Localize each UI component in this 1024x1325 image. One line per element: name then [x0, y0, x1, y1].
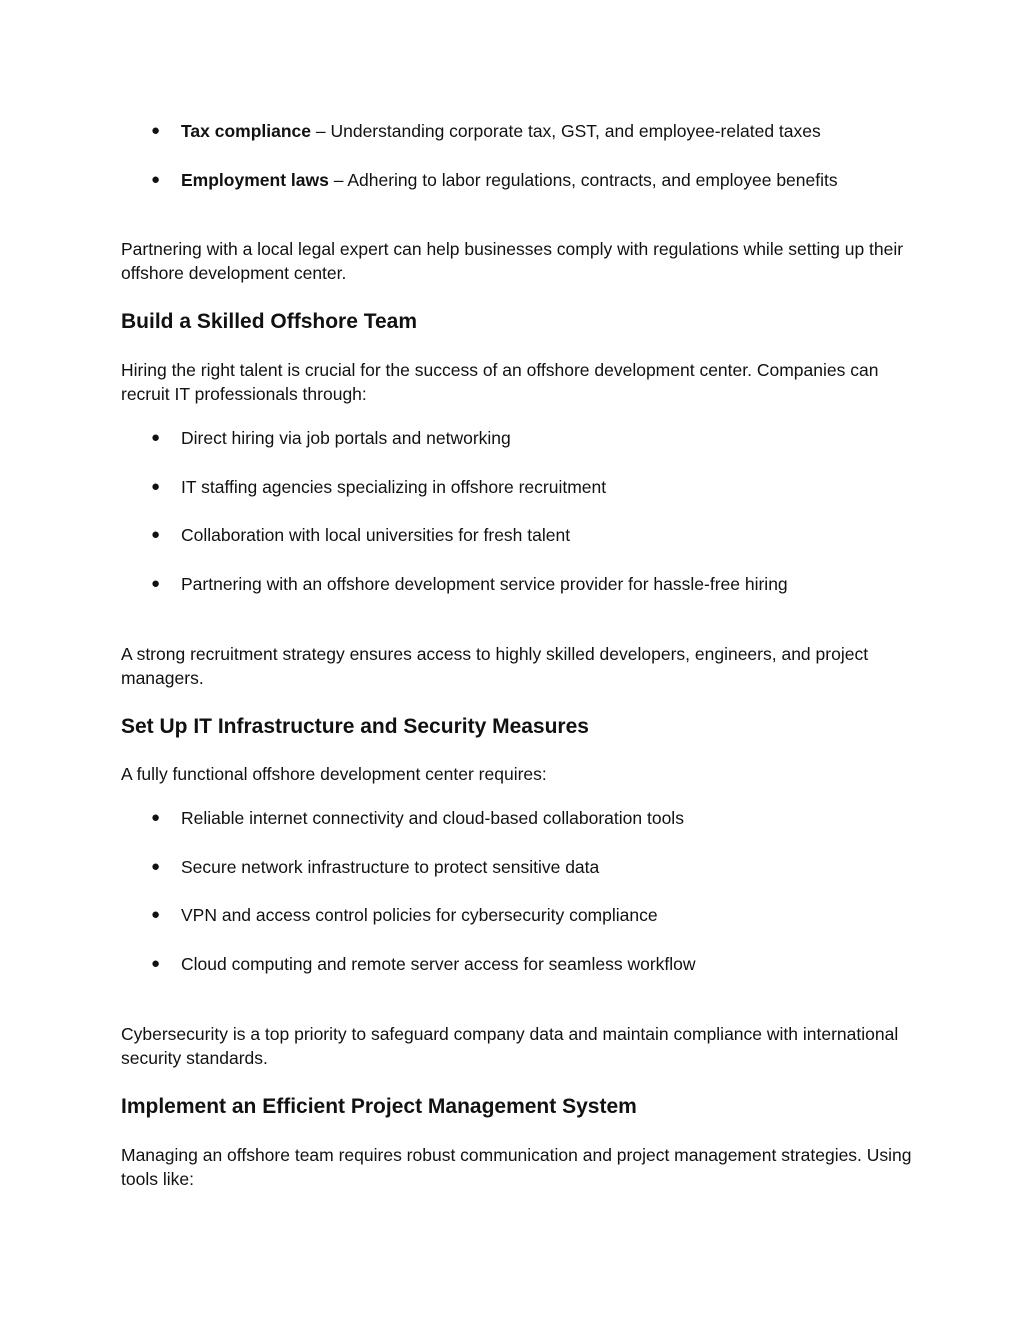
list-item-term: Tax compliance — [181, 121, 312, 141]
section-heading-team: Build a Skilled Offshore Team — [121, 310, 418, 333]
bullet-icon: ● — [151, 954, 161, 972]
bullet-icon: ● — [151, 857, 161, 875]
bullet-icon: ● — [151, 170, 161, 188]
list-item-text — [181, 168, 838, 192]
bullet-icon: ● — [151, 906, 161, 924]
bullet-icon: ● — [151, 574, 161, 592]
bullet-icon: ● — [151, 429, 161, 446]
list-item-text: Direct hiring via job portals and networking — [181, 428, 511, 448]
list-item-text: VPN and access control policies for cybersecurity compliance — [181, 905, 658, 926]
legal-paragraph: Partnering with a local legal expert can help businesses comply with regulations while setting up their offshore development center. — [121, 239, 904, 283]
list-item-text: Partnering with an offshore development service provider for hassle-free hiring — [181, 573, 788, 594]
list-item-text: Cloud computing and remote server access for seamless workflow — [181, 953, 696, 974]
list-item-text: Secure network infrastructure to protect sensitive data — [181, 856, 600, 877]
list-item-text: Reliable internet connectivity and cloud-based collaboration tools — [181, 808, 684, 828]
section-heading-pm: Implement an Efficient Project Management System — [121, 1095, 637, 1118]
list-item-term: Employment laws — [181, 169, 329, 190]
list-item-text: IT staffing agencies specializing in offshore recruitment — [181, 476, 607, 497]
list-item-text — [181, 119, 821, 143]
list-item-desc: – Adhering to labor regulations, contracts, and employee benefits — [328, 169, 838, 190]
hiring-paragraph: Hiring the right talent is crucial for the success of an offshore development center. Companies can recruit IT professionals through: — [121, 360, 879, 404]
security-paragraph: Cybersecurity is a top priority to safeguard company data and maintain compliance with international security standards. — [121, 1024, 899, 1068]
bullet-icon: ● — [151, 122, 161, 139]
bullet-icon: ● — [151, 477, 161, 495]
list-item-text: Collaboration with local universities for fresh talent — [181, 525, 571, 546]
bullet-icon: ● — [151, 526, 161, 544]
section-heading-infra: Set Up IT Infrastructure and Security Measures — [121, 715, 589, 738]
pm-paragraph: Managing an offshore team requires robust communication and project management strategies. Using tools like: — [121, 1145, 912, 1189]
recruitment-paragraph: A strong recruitment strategy ensures access to highly skilled developers, engineers, and project managers. — [121, 644, 869, 688]
infra-paragraph: A fully functional offshore development center requires: — [121, 764, 547, 784]
list-item-desc: – Understanding corporate tax, GST, and employee-related taxes — [311, 121, 821, 141]
bullet-icon: ● — [151, 809, 161, 826]
